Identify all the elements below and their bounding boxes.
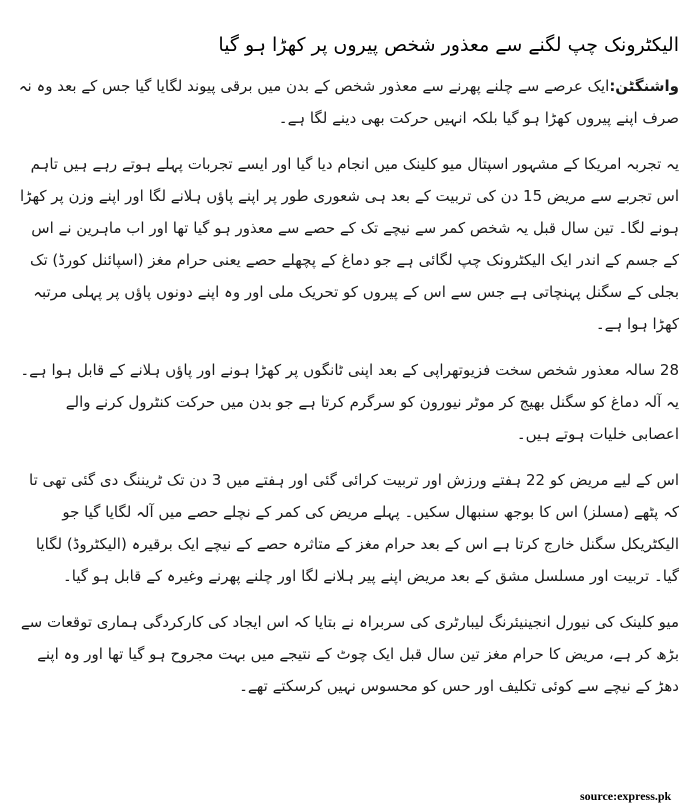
- article-dateline: واشنگٹن:: [609, 77, 679, 95]
- article-paragraph-3: 28 سالہ معذور شخص سخت فزیوتھراپی کے بعد اپنی ٹانگوں پر کھڑا ہونے اور پاؤں ہلانے کے قابل ہوا ہے۔ یہ آلہ دماغ کو سگنل بھیج کر موٹر نیورون کو سرگرم کرتا ہے جو بدن میں حرکت کنٹرول کرنے والے اعصابی خلیات ہوتے ہیں۔: [20, 361, 679, 443]
- article-paragraph-2: یہ تجربہ امریکا کے مشہور اسپتال میو کلینک میں انجام دیا گیا اور ایسے تجربات پہلے ہوتے رہے ہیں تاہم اس تجربے سے مریض 15 دن کی تربیت کے بعد ہی شعوری طور پر اپنے پاؤں ہلانے لگا اور اپنے وزن پر کھڑا ہونے لگا۔ تین سال قبل یہ شخص کمر سے نیچے تک کے حصے سے معذور ہو گیا تھا اور اب ماہرین نے اس کے جسم کے اندر ایک الیکٹرونک چپ لگائی ہے جو دماغ کے پچھلے حصے یعنی حرام مغز (اسپائنل کورڈ) تک بجلی کے سگنل پہنچاتی ہے جس سے اس کے پیروں کو تحریک ملی اور وہ اپنے دونوں پاؤں پر پہلی مرتبہ کھڑا ہوا ہے۔: [20, 155, 679, 333]
- source-credit: source:express.pk: [580, 789, 672, 803]
- article-paragraph-1: [16, 70, 679, 134]
- article-headline: الیکٹرونک چپ لگنے سے معذور شخص پیروں پر کھڑا ہو گیا: [218, 34, 679, 56]
- article-paragraph-5: میو کلینک کی نیورل انجینیئرنگ لیبارٹری کی سربراہ نے بتایا کہ اس ایجاد کی کارکردگی ہماری توقعات سے بڑھ کر ہے، مریض کا حرام مغز تین سال قبل ایک چوٹ کے نتیجے میں بہت مجروح ہو گیا تھا اور وہ اپنے دھڑ کے نیچے سے کوئی تکلیف اور حس کو محسوس نہیں کرسکتے تھے۔: [20, 613, 679, 695]
- article-paragraph-1-text: ایک عرصے سے چلنے پھرنے سے معذور شخص کے بدن میں برقی پیوند لگایا گیا جس کے بعد وہ نہ صرف اپنے پیروں کھڑا ہو گیا بلکہ انہیں حرکت بھی دینے لگا ہے۔: [18, 77, 679, 127]
- article-paragraph-4: اس کے لیے مریض کو 22 ہفتے ورزش اور تربیت کرائی گئی اور ہفتے میں 3 دن تک ٹریننگ دی گئی تھی تا کہ پٹھے (مسلز) اس کا بوجھ سنبھال سکیں۔ پہلے مریض کی کمر کے نچلے حصے میں آلہ لگایا گیا جو الیکٹریکل سگنل خارج کرتا ہے اس کے بعد حرام مغز کے متاثرہ حصے کے نیچے ایک برقیرہ (الیکٹروڈ) لگایا گیا۔ تربیت اور مسلسل مشق کے بعد مریض اپنے پیر ہلانے لگا اور چلنے پھرنے وغیرہ کے قابل ہو گیا۔: [29, 471, 679, 585]
